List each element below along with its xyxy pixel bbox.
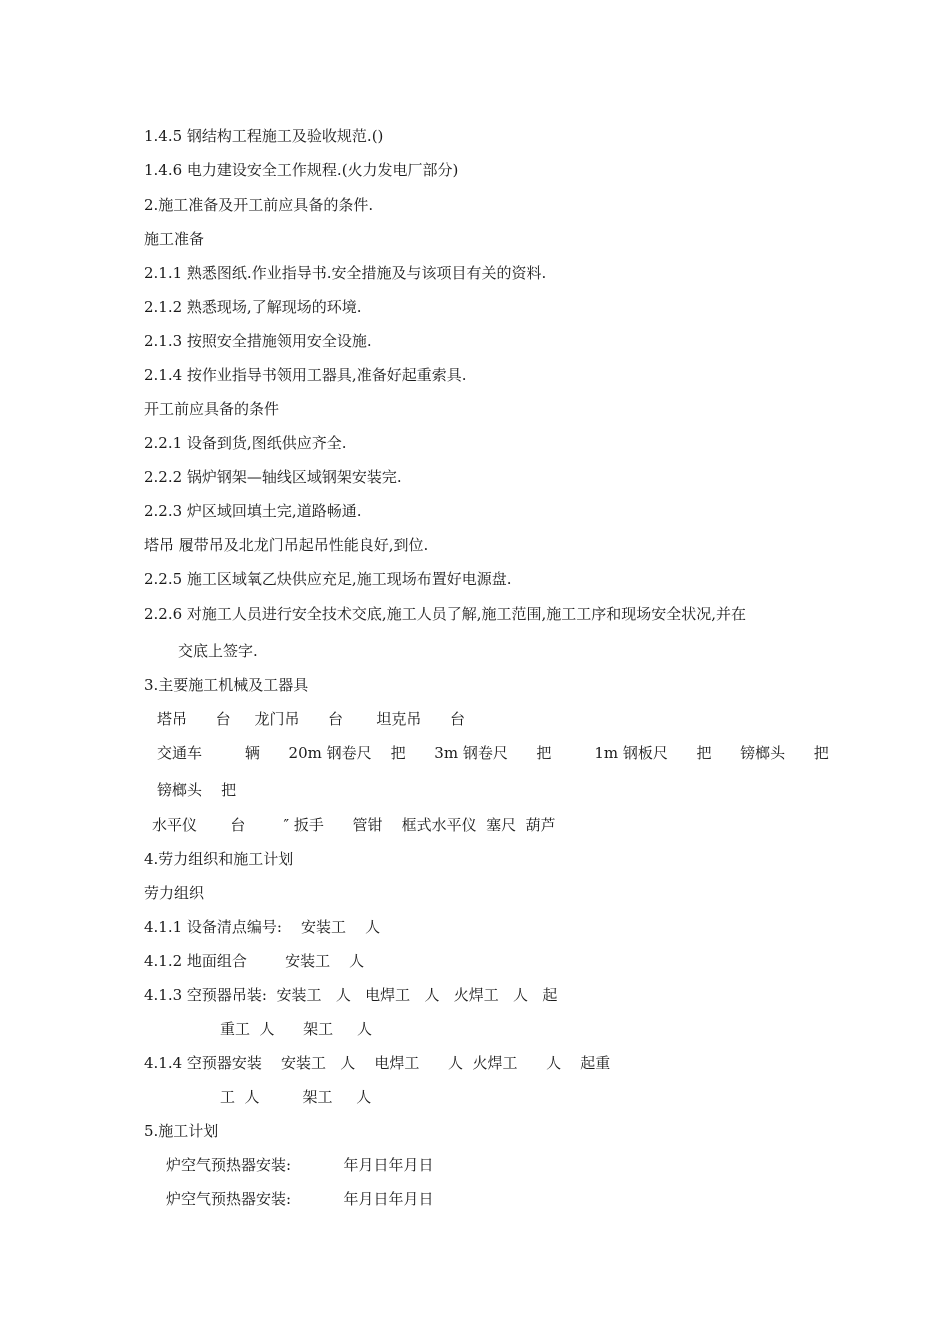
- subsection-heading-preparation: 施工准备: [144, 230, 205, 248]
- section-heading-3: 3.主要施工机械及工器具: [144, 676, 309, 694]
- tools-row-4: 水平仪 台 ″ 扳手 管钳 框式水平仪 塞尺 葫芦: [152, 816, 556, 834]
- spec-item-1-4-6: 1.4.6 电力建设安全工作规程.(火力发电厂部分): [144, 161, 459, 179]
- item-4-1-4: 4.1.4 空预器安装 安装工 人 电焊工 人 火焊工 人 起重: [144, 1054, 611, 1072]
- item-2-2-1: 2.2.1 设备到货,图纸供应齐全.: [144, 434, 347, 452]
- item-2-2-3: 2.2.3 炉区域回填土完,道路畅通.: [144, 502, 362, 520]
- item-4-1-3: 4.1.3 空预器吊装: 安装工 人 电焊工 人 火焊工 人 起: [144, 986, 558, 1004]
- tools-row-3: 镑榔头 把: [157, 781, 237, 799]
- tools-row-2: 交通车 辆 20m 钢卷尺 把 3m 钢卷尺 把 1m 钢板尺 把 镑榔头 把: [157, 744, 829, 762]
- item-2-1-2: 2.1.2 熟悉现场,了解现场的环境.: [144, 298, 362, 316]
- section-heading-2: 2.施工准备及开工前应具备的条件.: [144, 196, 374, 214]
- schedule-row-2: 炉空气预热器安装: 年月日年月日: [166, 1190, 434, 1208]
- subsection-heading-labor: 劳力组织: [144, 884, 205, 902]
- item-4-1-3-continuation: 重工 人 架工 人: [220, 1020, 372, 1038]
- tools-row-1: 塔吊 台 龙门吊 台 坦克吊 台: [157, 710, 466, 728]
- item-2-1-3: 2.1.3 按照安全措施领用安全设施.: [144, 332, 372, 350]
- spec-item-1-4-5: 1.4.5 钢结构工程施工及验收规范.(): [144, 127, 384, 145]
- item-4-1-1: 4.1.1 设备清点编号: 安装工 人: [144, 918, 381, 936]
- item-4-1-2: 4.1.2 地面组合 安装工 人: [144, 952, 365, 970]
- item-2-2-5: 2.2.5 施工区域氧乙炔供应充足,施工现场布置好电源盘.: [144, 570, 512, 588]
- item-cranes: 塔吊 履带吊及北龙门吊起吊性能良好,到位.: [144, 536, 429, 554]
- item-2-1-4: 2.1.4 按作业指导书领用工器具,准备好起重索具.: [144, 366, 467, 384]
- item-2-2-6: 2.2.6 对施工人员进行安全技术交底,施工人员了解,施工范围,施工工序和现场安全状况,并在: [144, 605, 747, 623]
- item-2-1-1: 2.1.1 熟悉图纸.作业指导书.安全措施及与该项目有关的资料.: [144, 264, 547, 282]
- item-2-2-6-continuation: 交底上签字.: [178, 642, 258, 660]
- schedule-row-1: 炉空气预热器安装: 年月日年月日: [166, 1156, 434, 1174]
- section-heading-5: 5.施工计划: [144, 1122, 219, 1140]
- item-4-1-4-continuation: 工 人 架工 人: [220, 1088, 372, 1106]
- section-heading-4: 4.劳力组织和施工计划: [144, 850, 294, 868]
- item-2-2-2: 2.2.2 锅炉钢架—轴线区域钢架安装完.: [144, 468, 402, 486]
- subsection-heading-conditions: 开工前应具备的条件: [144, 400, 280, 418]
